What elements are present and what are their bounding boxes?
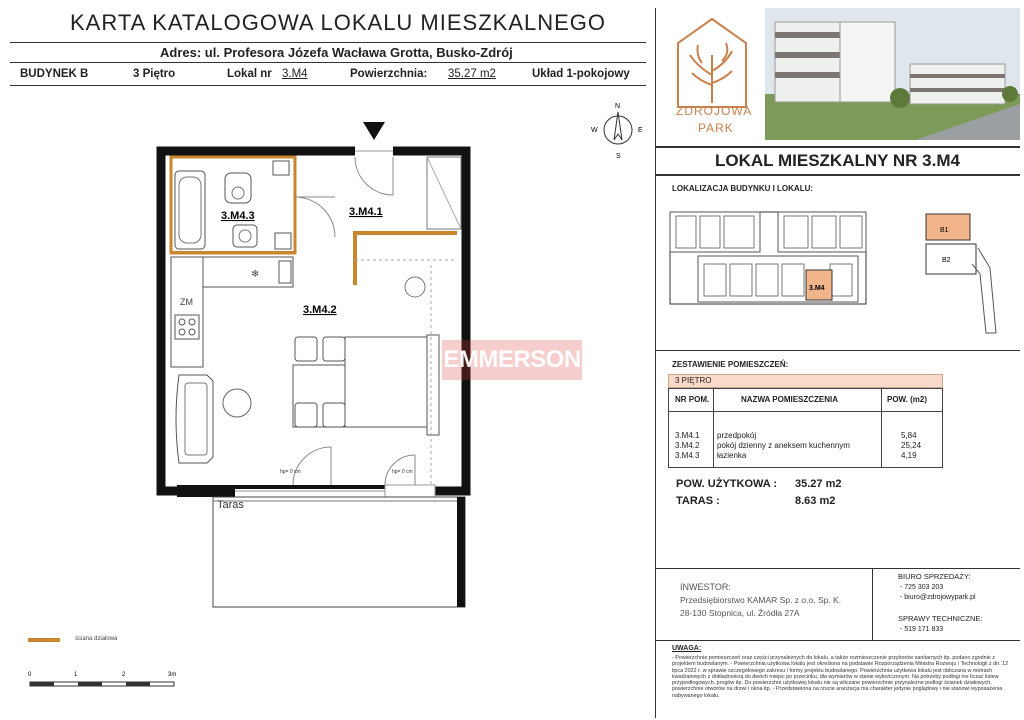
cell-nr: 3.M4.1 — [675, 431, 700, 440]
table-header-area: POW. (m2) — [887, 395, 928, 404]
page-title: KARTA KATALOGOWA LOKALU MIESZKALNEGO — [70, 10, 607, 35]
sales-phone: - 725 303 203 — [900, 584, 944, 591]
svg-text:❄: ❄ — [251, 269, 260, 280]
floor-bar: 3 PIĘTRO — [668, 374, 943, 388]
divider — [655, 350, 1020, 351]
floor-plan — [155, 115, 475, 615]
table-header-nr: NR POM. — [675, 395, 710, 404]
building-keyplan — [668, 208, 868, 308]
door-height-1: hp= 0 cm — [280, 469, 301, 475]
unit-title: LOKAL MIESZKALNY NR 3.M4 — [655, 146, 1020, 176]
scale-bar — [28, 666, 178, 692]
cell-area: 4,19 — [901, 451, 917, 460]
keyplan-b1: B1 — [940, 227, 949, 234]
divider — [872, 568, 873, 640]
terrace-area-value: 8.63 m2 — [795, 495, 836, 507]
scale-tick: 1 — [74, 672, 78, 678]
info-row — [10, 62, 646, 86]
cell-nr: 3.M4.2 — [675, 441, 700, 450]
location-label: LOKALIZACJA BUDYNKU I LOKALU: — [672, 184, 814, 193]
room-label-living: 3.M4.2 — [303, 304, 337, 316]
cell-name: przedpokój — [717, 431, 757, 440]
door-height-2: hp= 0 cm — [392, 469, 413, 475]
layout-label: Układ 1-pokojowy — [532, 68, 630, 80]
cell-name: łazienka — [717, 451, 747, 460]
investor-address: 28-130 Stopnica, ul. Źródła 27A — [680, 608, 800, 618]
cell-area: 5,84 — [901, 431, 917, 440]
keyplan-b2: B2 — [942, 257, 951, 264]
tech-phone: - 519 171 833 — [900, 626, 944, 633]
terrace-label: Taras — [217, 499, 244, 511]
notes-title: UWAGA: — [672, 645, 702, 652]
notes-text: - Powierzchnie pomieszczeń oraz części przynależnych do lokalu, a także rozmieszczenie przyborów sanitarnych itp. podano zgodnie z projektem budowlanym. - Powierzchnia użytkowa lokalu jest określona na podstawie Rozporządzenia Ministra Rozwoju i Technologii z dn. 12 lipca 2022 r. w sprawie szczegółowego zakresu i formy projektu budowlanego. Powierzchnia użytkowa lokalu jest obliczana w metrach kwadratowych z dokładnością do dwóch miejsc po przecinku, dla wymiarów w stanie wykończonym. Na potrzeby podłogi nie liczać listew przypodłogowych, progów itp. Do powierzchni użytkowej lokalu nie są wliczane powierzchnie przynależne podłogi ścianek działowych, powierzchnie otworów na drzwi i okna itp. - Przedstawiona na rzucie aranżacja ma charakter jedynie poglądowy i nie stanowi wyposażenia nabywanego lokalu. — [672, 655, 1009, 699]
cell-area: 25,24 — [901, 441, 922, 450]
building-render-image — [765, 8, 1020, 140]
compass-s: S — [616, 153, 621, 160]
terrace-area-label: TARAS : — [676, 495, 720, 507]
scale-tick: 3m — [168, 672, 177, 678]
sales-label: BIURO SPRZEDAŻY: — [898, 572, 971, 581]
sales-email: - biuro@zdrojowypark.pl — [900, 594, 976, 601]
usable-area-value: 35.27 m2 — [795, 478, 842, 490]
compass-w: W — [591, 127, 598, 134]
scale-tick: 2 — [122, 672, 126, 678]
site-keyplan — [920, 208, 1000, 338]
entrance-arrow-icon — [363, 122, 385, 140]
rooms-table — [668, 388, 943, 468]
cell-nr: 3.M4.3 — [675, 451, 700, 460]
divider — [10, 42, 646, 43]
building-label: BUDYNEK B — [20, 68, 89, 80]
room-label-bathroom: 3.M4.3 — [221, 210, 255, 222]
compass-icon — [588, 100, 648, 160]
legend-label: ściana działowa — [75, 636, 118, 642]
investor-name: Przedsiębiorstwo KAMAR Sp. z o.o. Sp. K. — [680, 595, 842, 605]
table-header-name: NAZWA POMIESZCZENIA — [741, 395, 839, 404]
rooms-title: ZESTAWIENIE POMIESZCZEŃ: — [672, 360, 789, 369]
compass-e: E — [638, 127, 643, 134]
unit-value: 3.M4 — [282, 68, 308, 80]
area-value: 35.27 m2 — [448, 68, 496, 80]
tech-label: SPRAWY TECHNICZNE: — [898, 614, 983, 623]
compass-n: N — [615, 103, 621, 110]
watermark: EMMERSON — [442, 340, 582, 380]
cell-name: pokój dzienny z aneksem kuchennym — [717, 441, 850, 450]
divider — [655, 568, 1020, 569]
zm-label: ZM — [180, 297, 193, 307]
usable-area-label: POW. UŻYTKOWA : — [676, 478, 778, 490]
legend-swatch — [28, 638, 60, 642]
area-label: Powierzchnia: — [350, 68, 428, 80]
investor-label: INWESTOR: — [680, 582, 731, 592]
keyplan-unit-label: 3.M4 — [809, 285, 825, 292]
unit-label: Lokal nr — [227, 68, 272, 80]
scale-tick: 0 — [28, 672, 32, 678]
room-label-hall: 3.M4.1 — [349, 206, 383, 218]
logo-text-zdrojowa: ZDROJOWA — [676, 104, 753, 118]
logo-text-park: PARK — [698, 121, 734, 135]
floor-label: 3 Piętro — [133, 68, 176, 80]
address: Adres: ul. Profesora Józefa Wacława Grotta, Busko-Zdrój — [160, 45, 513, 60]
divider — [655, 640, 1020, 641]
